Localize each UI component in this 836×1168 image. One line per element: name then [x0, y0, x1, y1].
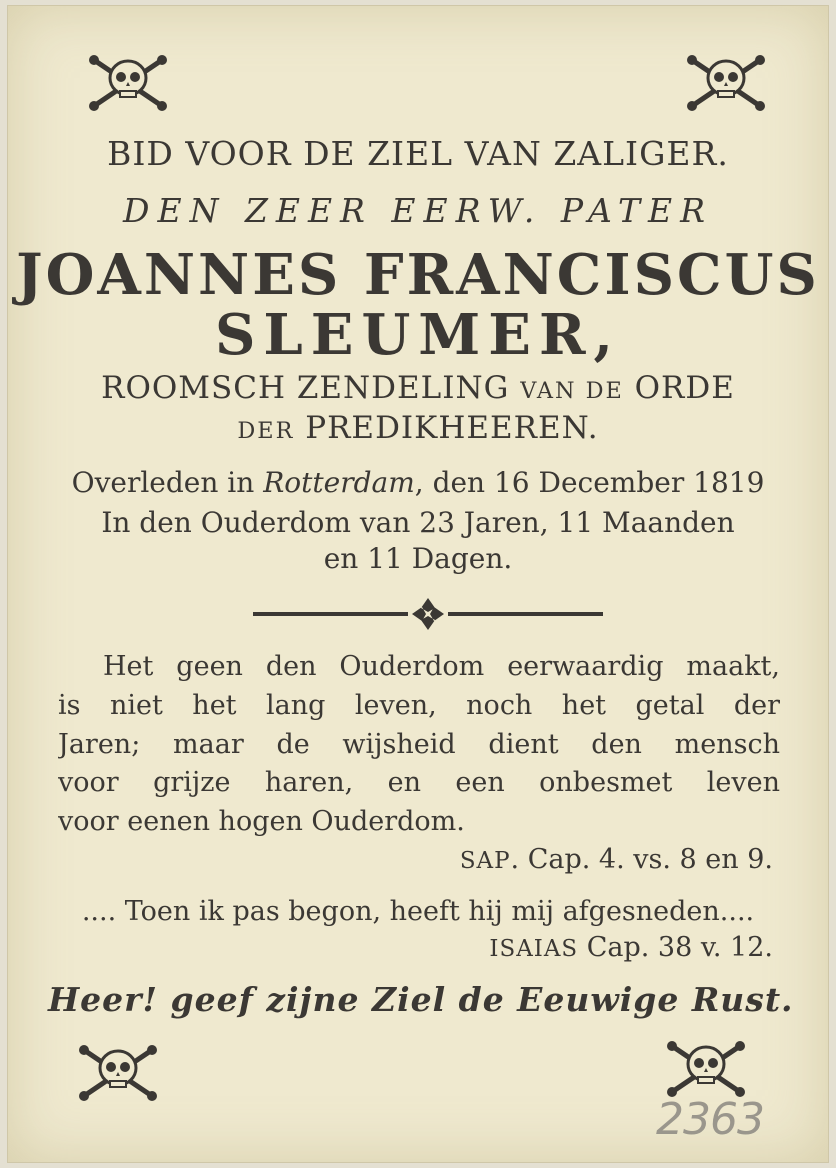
order-text: DER — [237, 418, 295, 444]
verse-line: is niet het lang leven, noch het getal der — [58, 690, 780, 721]
order-line1 — [8, 370, 828, 406]
isaias-reference — [489, 932, 773, 963]
reference-detail: Cap. 38 v. 12. — [578, 932, 773, 963]
order-text: PREDIKHEEREN. — [305, 410, 599, 446]
verse-line: voor eenen hogen Ouderdom. — [58, 806, 465, 837]
skull-crossbones-icon — [86, 50, 170, 114]
skull-crossbones-icon — [76, 1040, 160, 1104]
reference-book: ISAIAS — [489, 936, 579, 962]
title-line: DEN ZEER EERW. PATER — [123, 191, 713, 230]
isaias-quote: .... Toen ik pas begon, heeft hij mij afgesneden.... — [81, 896, 755, 927]
closing-prayer: Heer! geef zijne Ziel de Eeuwige Rust. — [48, 980, 794, 1019]
deceased-name-line1: JOANNES FRANCISCUS — [16, 242, 820, 308]
order-text: ROOMSCH ZENDELING — [101, 370, 510, 406]
reference-book: SAP — [459, 848, 511, 874]
order-text: VAN DE — [520, 378, 624, 404]
skull-crossbones-icon — [664, 1036, 748, 1100]
skull-crossbones-icon — [684, 50, 768, 114]
death-place: Rotterdam — [263, 466, 415, 499]
catalog-number: 2363 — [656, 1094, 764, 1145]
deceased-name-line2: SLEUMER, — [214, 302, 622, 368]
age-line1: In den Ouderdom van 23 Jaren, 11 Maanden — [101, 506, 735, 539]
age-line2: en 11 Dagen. — [323, 542, 513, 575]
death-line — [8, 466, 828, 499]
verse-line: Jaren; maar de wijsheid dient den mensch — [58, 729, 780, 760]
verse-line: Het geen den Ouderdom eerwaardig maakt, — [103, 651, 780, 682]
verse-line: voor grijze haren, en een onbesmet leven — [58, 767, 780, 798]
order-text: ORDE — [634, 370, 735, 406]
prayer-card — [8, 6, 828, 1162]
reference-detail: . Cap. 4. vs. 8 en 9. — [510, 844, 773, 875]
cross-divider-icon — [253, 594, 603, 634]
prayer-heading: BID VOOR DE ZIEL VAN ZALIGER. — [107, 134, 729, 173]
verse-reference — [460, 844, 773, 875]
death-prefix: Overleden in — [71, 466, 255, 499]
death-date: , den 16 December 1819 — [414, 466, 765, 499]
order-line2 — [8, 410, 828, 446]
